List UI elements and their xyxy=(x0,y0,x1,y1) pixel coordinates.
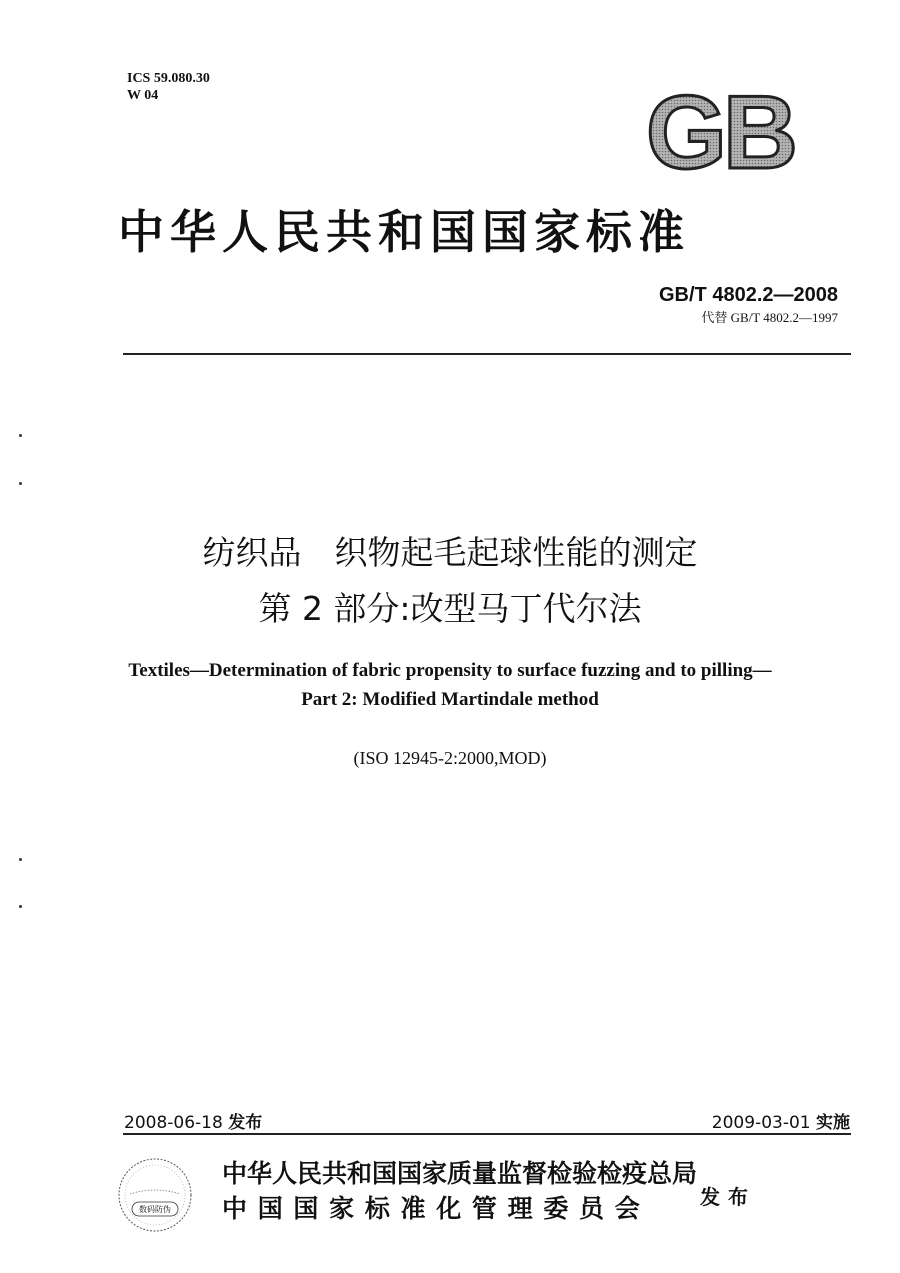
issuer-line2: 中 国 国 家 标 准 化 管 理 委 员 会 xyxy=(222,1194,641,1223)
publish-label: 发布 xyxy=(700,1185,756,1209)
chinese-title-line2: 第 2 部分:改型马丁代尔法 xyxy=(258,589,642,628)
iso-reference: (ISO 12945-2:2000,MOD) xyxy=(353,748,547,768)
scan-mark xyxy=(19,434,22,437)
seal-text: 数码防伪 xyxy=(139,1205,171,1214)
logo-text: GB xyxy=(646,84,794,176)
footer-divider xyxy=(123,1133,851,1135)
issued-label: 发布 xyxy=(228,1113,263,1133)
scan-mark xyxy=(19,482,22,485)
english-title-line2: Part 2: Modified Martindale method xyxy=(301,689,599,710)
effective-label: 实施 xyxy=(816,1113,850,1133)
anti-counterfeit-seal xyxy=(116,1156,194,1234)
ccs-code: W 04 xyxy=(127,88,159,103)
ics-code: ICS 59.080.30 xyxy=(127,71,210,86)
chinese-title-line1: 纺织品 织物起毛起球性能的测定 xyxy=(202,533,698,572)
scan-mark xyxy=(19,858,22,861)
standard-number-block xyxy=(659,284,838,326)
replaces-standard: 代替 GB/T 4802.2—1997 xyxy=(701,310,838,325)
effective-date-block xyxy=(712,1108,850,1133)
scan-mark xyxy=(19,905,22,908)
classification-codes xyxy=(127,70,210,104)
effective-date: 2009-03-01 xyxy=(711,1113,811,1133)
issuer-line1: 中华人民共和国国家质量监督检验检疫总局 xyxy=(222,1159,698,1188)
standard-category-title: 中华人民共和国国家标准 xyxy=(118,205,690,259)
issued-date: 2008-06-18 xyxy=(124,1113,223,1133)
standard-number: GB/T 4802.2—2008 xyxy=(659,284,838,306)
english-title-line1: Textiles—Determination of fabric propensity to surface fuzzing and to pilling— xyxy=(128,660,772,681)
header-divider xyxy=(123,353,851,355)
issued-date-block xyxy=(124,1108,262,1133)
gb-logo xyxy=(628,84,812,176)
